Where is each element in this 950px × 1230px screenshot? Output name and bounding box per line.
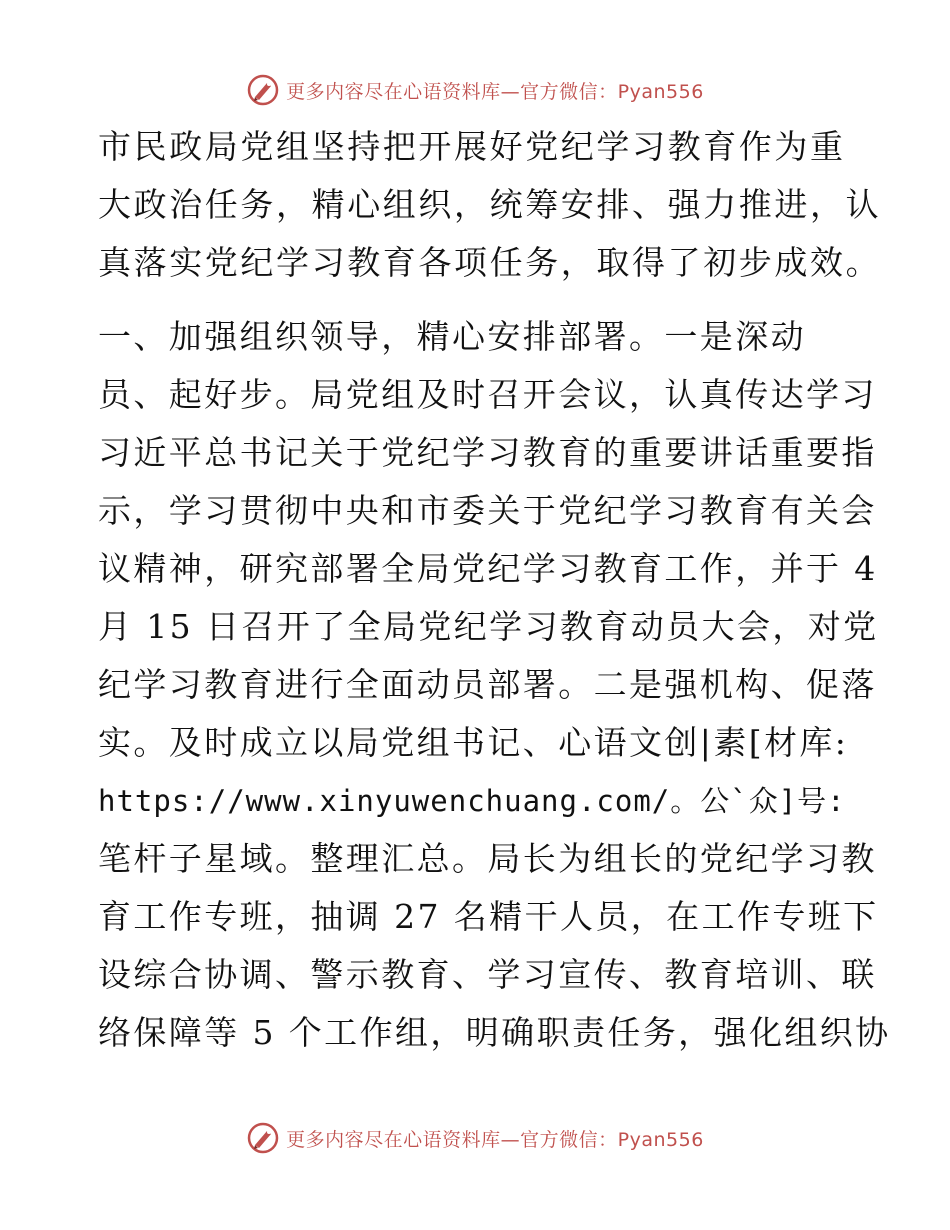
text-line: 络保障等 5 个工作组，明确职责任务，强化组织协 xyxy=(98,1013,891,1052)
pen-logo-icon xyxy=(246,73,280,107)
text-line: 设综合协调、警示教育、学习宣传、教育培训、联 xyxy=(98,955,877,994)
watermark-text xyxy=(286,77,704,104)
footer-watermark xyxy=(0,1118,950,1158)
header-watermark xyxy=(0,70,950,110)
text-line: 员、起好步。局党组及时召开会议，认真传达学习 xyxy=(98,375,877,414)
text-line: 月 15 日召开了全局党纪学习教育动员大会，对党 xyxy=(98,607,879,646)
paragraph-section-one xyxy=(98,308,891,1062)
text-line-url: https://www.xinyuwenchuang.com/。公`众]号: xyxy=(98,784,846,818)
text-line: 笔杆子星域。整理汇总。局长为组长的党纪学习教 xyxy=(98,839,877,878)
text-line: 育工作专班，抽调 27 名精干人员，在工作专班下 xyxy=(98,897,879,936)
text-line: 习近平总书记关于党纪学习教育的重要讲话重要指 xyxy=(98,433,877,472)
document-body xyxy=(98,118,891,1062)
text-line: 实。及时成立以局党组书记、心语文创|素[材库: xyxy=(98,723,849,762)
text-line: 真落实党纪学习教育各项任务，取得了初步成效。 xyxy=(98,243,882,282)
text-line: 一、加强组织领导，精心安排部署。一是深动 xyxy=(98,317,806,356)
watermark-contact: 官方微信：Pyan556 xyxy=(520,80,704,103)
watermark-text xyxy=(286,1125,704,1152)
text-line: 大政治任务，精心组织，统筹安排、强力推进，认 xyxy=(98,185,882,224)
text-line: 示，学习贯彻中央和市委关于党纪学习教育有关会 xyxy=(98,491,877,530)
watermark-title: 更多内容尽在心语资料库 xyxy=(286,1128,501,1151)
paragraph-intro xyxy=(98,118,882,292)
text-line: 市民政局党组坚持把开展好党纪学习教育作为重 xyxy=(98,127,846,166)
watermark-separator: — xyxy=(500,1128,521,1151)
watermark-title: 更多内容尽在心语资料库 xyxy=(286,80,501,103)
watermark-separator: — xyxy=(500,80,521,103)
text-line: 纪学习教育进行全面动员部署。二是强机构、促落 xyxy=(98,665,877,704)
pen-logo-icon xyxy=(246,1121,280,1155)
watermark-contact: 官方微信：Pyan556 xyxy=(520,1128,704,1151)
text-line: 议精神，研究部署全局党纪学习教育工作，并于 4 xyxy=(98,549,878,588)
